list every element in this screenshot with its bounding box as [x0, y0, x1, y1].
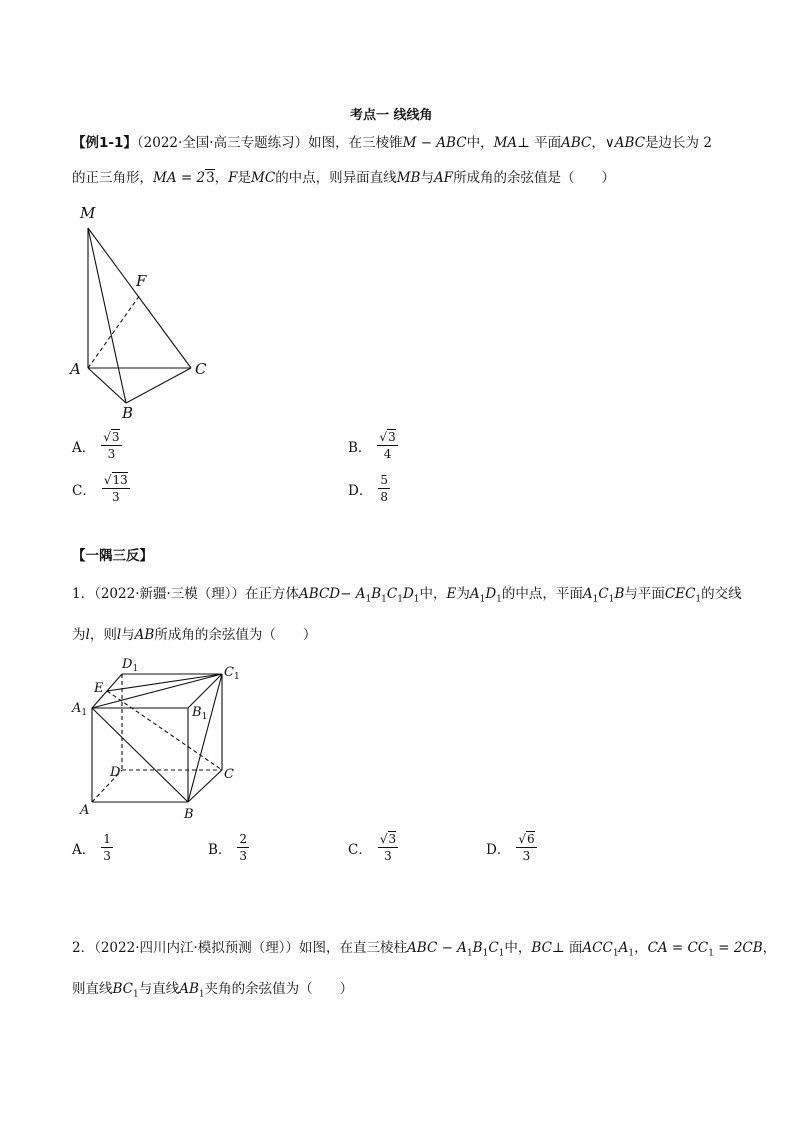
- option-letter: A．: [72, 841, 96, 858]
- text: 与直线: [138, 981, 180, 997]
- frac-num: 6: [526, 832, 535, 846]
- q1-option-d[interactable]: [486, 832, 537, 863]
- option-fraction: $\frac{√3}{3}$: [379, 832, 397, 863]
- label-a: A: [70, 360, 81, 378]
- text: 与: [121, 627, 135, 643]
- math: = 2CB: [713, 940, 763, 956]
- option-fraction: [101, 832, 113, 863]
- line-ec-hidden: [107, 691, 222, 770]
- edge-ab: [88, 368, 126, 403]
- text: ，: [634, 940, 648, 956]
- label-d: D: [110, 765, 121, 780]
- frac-den: 3: [107, 447, 116, 461]
- label-a1: $A_1$: [72, 701, 88, 718]
- edge-bc: [126, 368, 191, 403]
- option-letter: C．: [72, 482, 96, 499]
- option-letter: B．: [348, 439, 372, 456]
- math: MA = 2: [153, 170, 206, 186]
- section-title: 考点一 线线角: [350, 108, 433, 123]
- text: 2．（2022·四川内江·模拟预测（理））如图，在直三棱柱: [72, 940, 408, 956]
- tetrahedron-figure: [60, 200, 220, 420]
- math: MC: [251, 170, 276, 186]
- math: MA: [493, 135, 518, 151]
- text: 所成角的余弦值是（ ）: [453, 170, 616, 186]
- label-m: M: [80, 204, 96, 222]
- label-b: B: [184, 807, 194, 822]
- frac-num: 13: [112, 473, 128, 487]
- frac-den: 8: [380, 490, 388, 504]
- text: 如图，在三棱锥: [308, 135, 403, 151]
- example-line-1: [72, 133, 712, 153]
- edge-b1c1: [188, 674, 222, 708]
- option-fraction: [378, 473, 390, 504]
- text: 与平面: [624, 586, 665, 602]
- option-letter: D．: [486, 841, 511, 858]
- practice-header: 【一隅三反】: [72, 548, 153, 564]
- math: ABC: [561, 135, 592, 151]
- label-d1: $D_1$: [122, 657, 139, 674]
- math: ABC − A: [407, 940, 467, 956]
- option-letter: B．: [208, 841, 232, 858]
- text: 1．（2022·新疆·三模（理））在正方体: [72, 586, 300, 602]
- option-fraction: $\frac{√13}{3}$: [103, 473, 128, 504]
- text: ⊥ 平面: [517, 135, 562, 151]
- frac-num: 3: [388, 832, 397, 846]
- math: l: [116, 627, 122, 643]
- example-source: （2022·全国·高三专题练习）: [136, 135, 309, 151]
- example-option-d[interactable]: [348, 473, 390, 504]
- frac-den: 3: [103, 849, 111, 863]
- option-letter: D．: [348, 482, 373, 499]
- text: 所成角的余弦值为（ ）: [154, 627, 317, 643]
- example-tag: 【例1-1】: [72, 135, 137, 151]
- text: 中，: [419, 586, 447, 602]
- text: 的交线: [701, 586, 742, 602]
- frac-num: 5: [380, 473, 388, 487]
- text: 中，: [466, 135, 494, 151]
- q1-option-b[interactable]: [208, 832, 249, 863]
- q1-line-1: 1．（2022·新疆·三模（理））在正方体ABCD− $A_1B_1C_1D_1$中，E为$A_1D_1$的中点，平面$A_1C_1B$与平面$CEC_1$的交线: [72, 586, 742, 605]
- option-fraction: $\frac{√3}{4}$: [379, 430, 396, 461]
- math: E: [446, 586, 457, 602]
- edge-af-dashed: [88, 295, 140, 368]
- text: 为: [456, 586, 470, 602]
- text: 则直线: [72, 981, 113, 997]
- q1-option-c[interactable]: [348, 832, 398, 863]
- frac-den: 3: [522, 849, 531, 863]
- math: AB: [134, 627, 155, 643]
- label-c: C: [224, 767, 234, 782]
- sqrt-radicand: 3: [206, 170, 215, 186]
- math: BC: [112, 981, 134, 997]
- frac-num: 2: [239, 832, 248, 846]
- label-b: B: [122, 404, 134, 420]
- q1-option-a[interactable]: [72, 832, 113, 863]
- text: ，: [762, 940, 777, 956]
- line-a1c1: [92, 674, 222, 708]
- math: ∨ABC: [604, 135, 646, 151]
- frac-num: 1: [103, 832, 111, 846]
- text: 是边长为 2: [645, 135, 712, 151]
- text: ⊥ 面: [551, 940, 583, 956]
- option-fraction: [237, 832, 249, 863]
- text: 的中点，则异面直线: [275, 170, 397, 186]
- math: CA = CC: [647, 940, 709, 956]
- line-a1b: [92, 708, 188, 802]
- math: BC: [531, 940, 552, 956]
- math: F: [228, 170, 238, 186]
- label-a: A: [80, 803, 90, 818]
- frac-den: 3: [384, 849, 392, 863]
- option-letter: A．: [72, 439, 96, 456]
- line-ec1: [107, 674, 222, 691]
- text: ，: [214, 170, 229, 186]
- edge-bc: [188, 770, 222, 802]
- option-fraction: $\frac{√6}{3}$: [518, 832, 535, 863]
- math: ABCD− A: [299, 586, 366, 602]
- example-option-c[interactable]: [72, 473, 130, 504]
- label-f: F: [136, 272, 147, 290]
- text: 的中点，平面: [501, 586, 583, 602]
- text: ，: [591, 135, 605, 151]
- frac-den: 3: [111, 490, 120, 504]
- example-option-a[interactable]: [72, 430, 122, 461]
- label-c: C: [195, 360, 207, 378]
- example-line-2: [72, 168, 615, 188]
- q2-line-2: 则直线$BC_1$与直线$AB_1$夹角的余弦值为（ ）: [72, 981, 354, 1000]
- text: 中，: [504, 940, 532, 956]
- q1-line-2: [72, 625, 316, 645]
- frac-den: 4: [383, 447, 392, 461]
- q2-line-1: 2．（2022·四川内江·模拟预测（理））如图，在直三棱柱ABC − $A_1B_1C_1$中，BC⊥ 面$ACC_1A_1$，CA = $CC_1 = 2CB$，: [72, 940, 777, 959]
- frac-num: 3: [388, 430, 396, 444]
- text: 夹角的余弦值为（ ）: [204, 981, 354, 997]
- math: ACC: [582, 940, 613, 956]
- math: M − ABC: [402, 135, 467, 151]
- math: AB: [179, 981, 199, 997]
- text: 是: [237, 170, 252, 186]
- option-fraction: $\frac{√3}{3}$: [103, 430, 120, 461]
- cube-figure: [66, 652, 256, 827]
- frac-num: 3: [111, 430, 120, 444]
- text: 与: [420, 170, 434, 186]
- text: 为: [72, 627, 86, 643]
- label-c1: $C_1$: [224, 665, 240, 682]
- example-option-b[interactable]: [348, 430, 398, 461]
- label-e: E: [94, 681, 104, 696]
- line-bc1: [188, 674, 222, 802]
- label-b1: $B_1$: [192, 705, 208, 722]
- text: ，则: [89, 627, 117, 643]
- math: AF: [433, 170, 454, 186]
- option-letter: C．: [348, 841, 372, 858]
- math: l: [85, 627, 90, 643]
- math: MB: [396, 170, 421, 186]
- frac-den: 3: [239, 849, 248, 863]
- text: 的正三角形，: [72, 170, 153, 186]
